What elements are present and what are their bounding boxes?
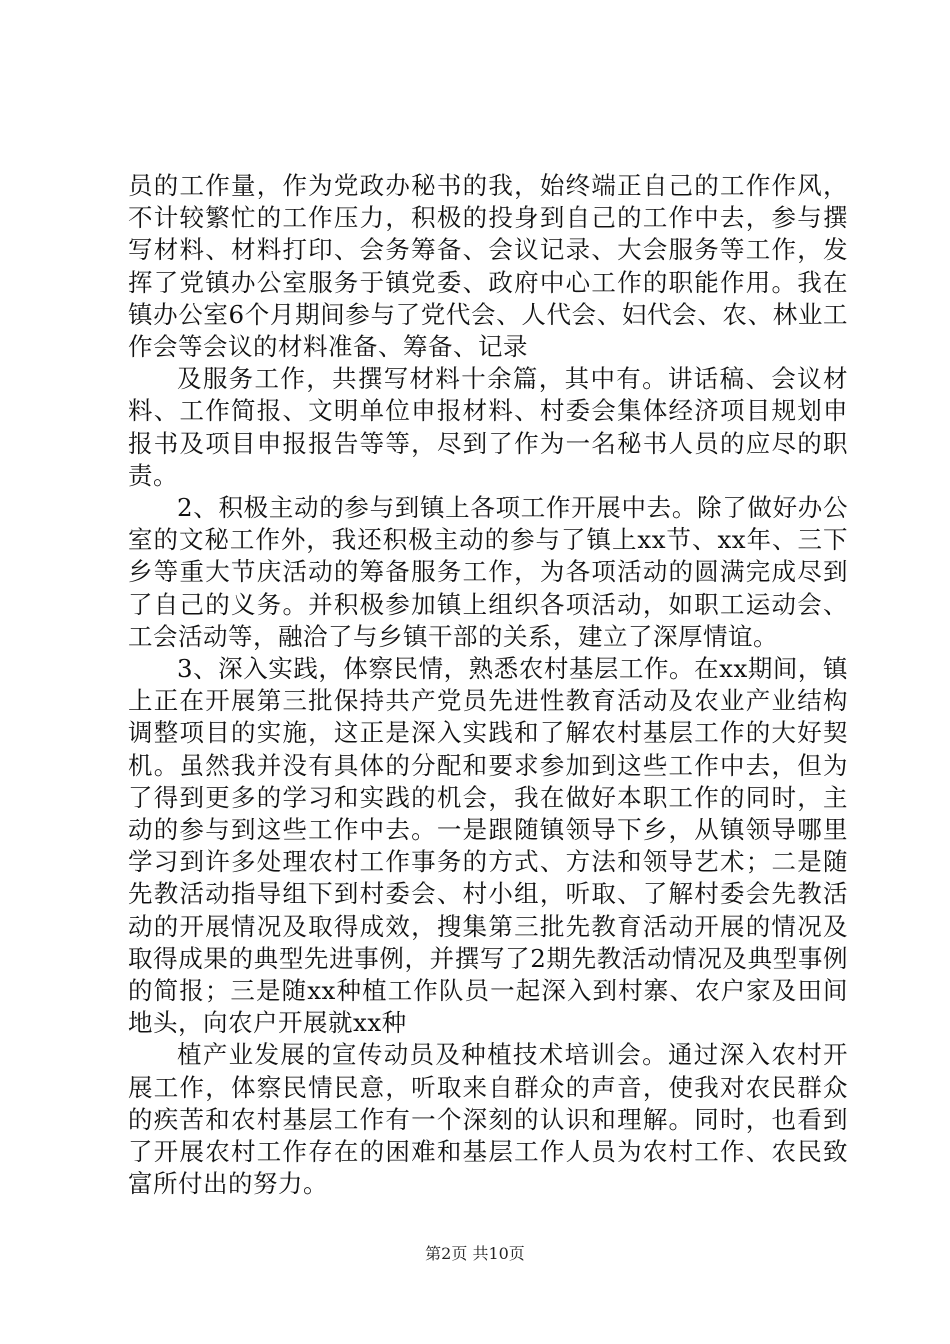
page-footer: 第2页 共10页: [425, 1244, 525, 1263]
paragraph-2: 及服务工作，共撰写材料十余篇，其中有。讲话稿、会议材料、工作简报、文明单位申报材料、村委会集体经济项目规划申报书及项目申报报告等等，尽到了作为一名秘书人员的应尽的职责。: [128, 364, 848, 490]
document-body: [128, 170, 848, 1201]
paragraph-4: 3、深入实践，体察民情，熟悉农村基层工作。在xx期间，镇上正在开展第三批保持共产党员先进性教育活动及农业产业结构调整项目的实施，这正是深入实践和了解农村基层工作的大好契机。虽然我并没有具体的分配和要求参加到这些工作中去，但为了得到更多的学习和实践的机会，我在做好本职工作的同时，主动的参与到这些工作中去。一是跟随镇领导下乡，从镇领导哪里学习到许多处理农村工作事务的方式、方法和领导艺术；二是随先教活动指导组下到村委会、村小组，听取、了解村委会先教活动的开展情况及取得成效，搜集第三批先教育活动开展的情况及取得成果的典型先进事例，并撰写了2期先教活动情况及典型事例的简报；三是随xx种植工作队员一起深入到村寨、农户家及田间地头，向农户开展就xx种: [128, 654, 848, 1038]
paragraph-5: 植产业发展的宣传动员及种植技术培训会。通过深入农村开展工作，体察民情民意，听取来自群众的声音，使我对农民群众的疾苦和农村基层工作有一个深刻的认识和理解。同时，也看到了开展农村工作存在的困难和基层工作人员为农村工作、农民致富所付出的努力。: [128, 1040, 848, 1199]
paragraph-1: 员的工作量，作为党政办秘书的我，始终端正自己的工作作风，不计较繁忙的工作压力，积极的投身到自己的工作中去，参与撰写材料、材料打印、会务筹备、会议记录、大会服务等工作，发挥了党镇办公室服务于镇党委、政府中心工作的职能作用。我在镇办公室6个月期间参与了党代会、人代会、妇代会、农、林业工作会等会议的材料准备、筹备、记录: [128, 171, 848, 362]
paragraph-3: 2、积极主动的参与到镇上各项工作开展中去。除了做好办公室的文秘工作外，我还积极主动的参与了镇上xx节、xx年、三下乡等重大节庆活动的筹备服务工作，为各项活动的圆满完成尽到了自己的义务。并积极参加镇上组织各项活动，如职工运动会、工会活动等，融洽了与乡镇干部的关系，建立了深厚情谊。: [128, 493, 848, 651]
